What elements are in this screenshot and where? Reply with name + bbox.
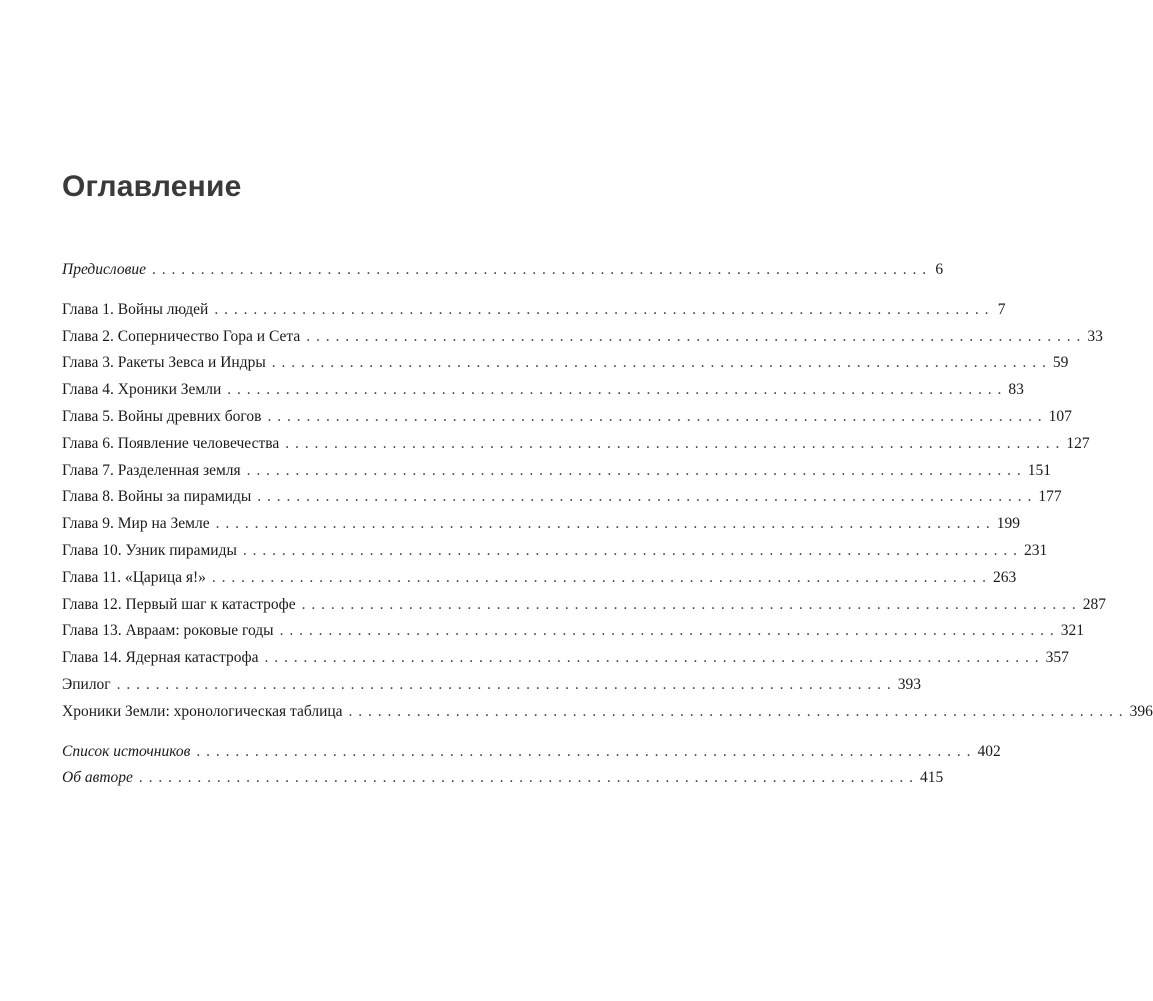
page-title: Оглавление [62,170,242,203]
toc-entry-chapter-8[interactable] [62,484,1062,511]
toc-entry-chapter-10[interactable] [62,538,1048,565]
toc-entry-page: 151 [1027,461,1052,479]
toc-entry-label: Глава 10. Узник пирамиды [62,541,237,559]
dot-leader: . . . . . . . . . . . . . . . . . . . . . . . . . . . . . . . . . . . . . . . . . . . . . . . . . . . . . . . . . . . . . . . . . . . . . . . . . . . . . . . . [267,407,1043,425]
toc-entry-page: 6 [935,261,944,278]
toc-entry-page: 321 [1060,622,1084,640]
toc-entry-label: Глава 14. Ядерная катастрофа [62,649,259,667]
toc-entry-page: 393 [897,675,922,693]
dot-leader: . . . . . . . . . . . . . . . . . . . . . . . . . . . . . . . . . . . . . . . . . . . . . . . . . . . . . . . . . . . . . . . . . . . . . . . . . . . . . . . . [116,675,892,693]
toc-entry-page: 177 [1038,488,1062,506]
toc-entry-preface[interactable] [62,257,944,284]
toc-entry-chapter-7[interactable] [62,458,1052,485]
toc-entry-label: Глава 12. Первый шаг к катастрофе [62,595,296,613]
toc-entry-label: Глава 1. Войны людей [62,300,209,318]
toc-entry-chapter-2[interactable] [62,324,1103,351]
dot-leader: . . . . . . . . . . . . . . . . . . . . . . . . . . . . . . . . . . . . . . . . . . . . . . . . . . . . . . . . . . . . . . . . . . . . . . . . . . . . . . . . [214,300,990,318]
dot-leader: . . . . . . . . . . . . . . . . . . . . . . . . . . . . . . . . . . . . . . . . . . . . . . . . . . . . . . . . . . . . . . . . . . . . . . . . . . . . . . . . [306,327,1082,345]
toc-entry-label: Предисловие [62,261,146,278]
toc-entry-label: Список источников [62,742,191,760]
toc-entry-chapter-3[interactable] [62,350,1069,377]
toc-entry-page: 287 [1082,595,1106,613]
toc-entry-page: 263 [993,568,1017,586]
toc-entry-chapter-13[interactable] [62,618,1084,645]
section-gap [62,726,576,739]
toc-entry-label: Глава 9. Мир на Земле [62,515,210,533]
toc-entry-page: 357 [1045,649,1069,667]
dot-leader: . . . . . . . . . . . . . . . . . . . . . . . . . . . . . . . . . . . . . . . . . . . . . . . . . . . . . . . . . . . . . . . . . . . . . . . . . . . . . . . . [257,488,1033,506]
dot-leader: . . . . . . . . . . . . . . . . . . . . . . . . . . . . . . . . . . . . . . . . . . . . . . . . . . . . . . . . . . . . . . . . . . . . . . . . . . . . . . . . [138,769,915,787]
dot-leader: . . . . . . . . . . . . . . . . . . . . . . . . . . . . . . . . . . . . . . . . . . . . . . . . . . . . . . . . . . . . . . . . . . . . . . . . . . . . . . . . [196,742,972,760]
toc-entry-label: Глава 7. Разделенная земля [62,461,241,479]
dot-leader: . . . . . . . . . . . . . . . . . . . . . . . . . . . . . . . . . . . . . . . . . . . . . . . . . . . . . . . . . . . . . . . . . . . . . . . . . . . . . . . . [348,702,1124,720]
dot-leader: . . . . . . . . . . . . . . . . . . . . . . . . . . . . . . . . . . . . . . . . . . . . . . . . . . . . . . . . . . . . . . . . . . . . . . . . . . . . . . . . [264,649,1040,667]
dot-leader: . . . . . . . . . . . . . . . . . . . . . . . . . . . . . . . . . . . . . . . . . . . . . . . . . . . . . . . . . . . . . . . . . . . . . . . . . . . . . . . . [271,354,1047,372]
toc-entry-chapter-12[interactable] [62,592,1106,619]
toc-entry-label: Об авторе [62,769,133,787]
toc-entry-chronology[interactable] [62,699,1153,726]
dot-leader: . . . . . . . . . . . . . . . . . . . . . . . . . . . . . . . . . . . . . . . . . . . . . . . . . . . . . . . . . . . . . . . . . . . . . . . . . . . . . . . . [285,434,1061,452]
toc-entry-label: Глава 5. Войны древних богов [62,407,262,425]
toc-entry-page: 7 [997,300,1006,318]
toc-entry-page: 402 [977,742,1001,760]
toc-entry-label: Глава 3. Ракеты Зевса и Индры [62,354,266,372]
dot-leader: . . . . . . . . . . . . . . . . . . . . . . . . . . . . . . . . . . . . . . . . . . . . . . . . . . . . . . . . . . . . . . . . . . . . . . . . . . . . . . . . [242,541,1019,559]
dot-leader: . . . . . . . . . . . . . . . . . . . . . . . . . . . . . . . . . . . . . . . . . . . . . . . . . . . . . . . . . . . . . . . . . . . . . . . . . . . . . . . . [215,515,991,533]
dot-leader: . . . . . . . . . . . . . . . . . . . . . . . . . . . . . . . . . . . . . . . . . . . . . . . . . . . . . . . . . . . . . . . . . . . . . . . . . . . . . . . . [227,381,1003,399]
toc-entry-chapter-14[interactable] [62,645,1069,672]
toc-entry-label: Глава 8. Войны за пирамиды [62,488,252,506]
dot-leader: . . . . . . . . . . . . . . . . . . . . . . . . . . . . . . . . . . . . . . . . . . . . . . . . . . . . . . . . . . . . . . . . . . . . . . . . . . . . . . . . [301,595,1077,613]
toc-entry-page: 231 [1024,541,1048,559]
toc-entry-label: Глава 11. «Царица я!» [62,568,206,586]
toc-entry-chapter-11[interactable] [62,565,1017,592]
toc-entry-label: Глава 4. Хроники Земли [62,381,222,399]
table-of-contents [62,257,1153,792]
toc-entry-chapter-5[interactable] [62,404,1072,431]
toc-entry-label: Глава 2. Соперничество Гора и Сета [62,327,301,345]
toc-entry-epilogue[interactable] [62,672,922,699]
toc-entry-chapter-1[interactable] [62,297,1006,324]
section-gap [62,284,576,297]
dot-leader: . . . . . . . . . . . . . . . . . . . . . . . . . . . . . . . . . . . . . . . . . . . . . . . . . . . . . . . . . . . . . . . . . . . . . . . . . . . . . . . . [151,261,928,278]
dot-leader: . . . . . . . . . . . . . . . . . . . . . . . . . . . . . . . . . . . . . . . . . . . . . . . . . . . . . . . . . . . . . . . . . . . . . . . . . . . . . . . . [211,568,988,586]
toc-entry-page: 396 [1129,702,1153,720]
toc-entry-chapter-4[interactable] [62,377,1024,404]
toc-entry-chapter-9[interactable] [62,511,1020,538]
dot-leader: . . . . . . . . . . . . . . . . . . . . . . . . . . . . . . . . . . . . . . . . . . . . . . . . . . . . . . . . . . . . . . . . . . . . . . . . . . . . . . . . [246,461,1022,479]
toc-entry-label: Эпилог [62,675,111,693]
toc-entry-page: 33 [1087,327,1103,345]
toc-entry-page: 127 [1066,434,1090,452]
toc-entry-label: Хроники Земли: хронологическая таблица [62,702,343,720]
toc-entry-page: 415 [920,769,944,787]
toc-entry-chapter-6[interactable] [62,431,1090,458]
toc-entry-page: 59 [1052,354,1069,372]
toc-entry-page: 107 [1048,407,1072,425]
toc-entry-page: 199 [996,515,1020,533]
toc-entry-sources[interactable] [62,739,1001,766]
dot-leader: . . . . . . . . . . . . . . . . . . . . . . . . . . . . . . . . . . . . . . . . . . . . . . . . . . . . . . . . . . . . . . . . . . . . . . . . . . . . . . . . [279,622,1055,640]
toc-entry-about-author[interactable] [62,765,944,792]
toc-entry-label: Глава 6. Появление человечества [62,434,280,452]
toc-entry-label: Глава 13. Авраам: роковые годы [62,622,274,640]
toc-entry-page: 83 [1008,381,1024,399]
